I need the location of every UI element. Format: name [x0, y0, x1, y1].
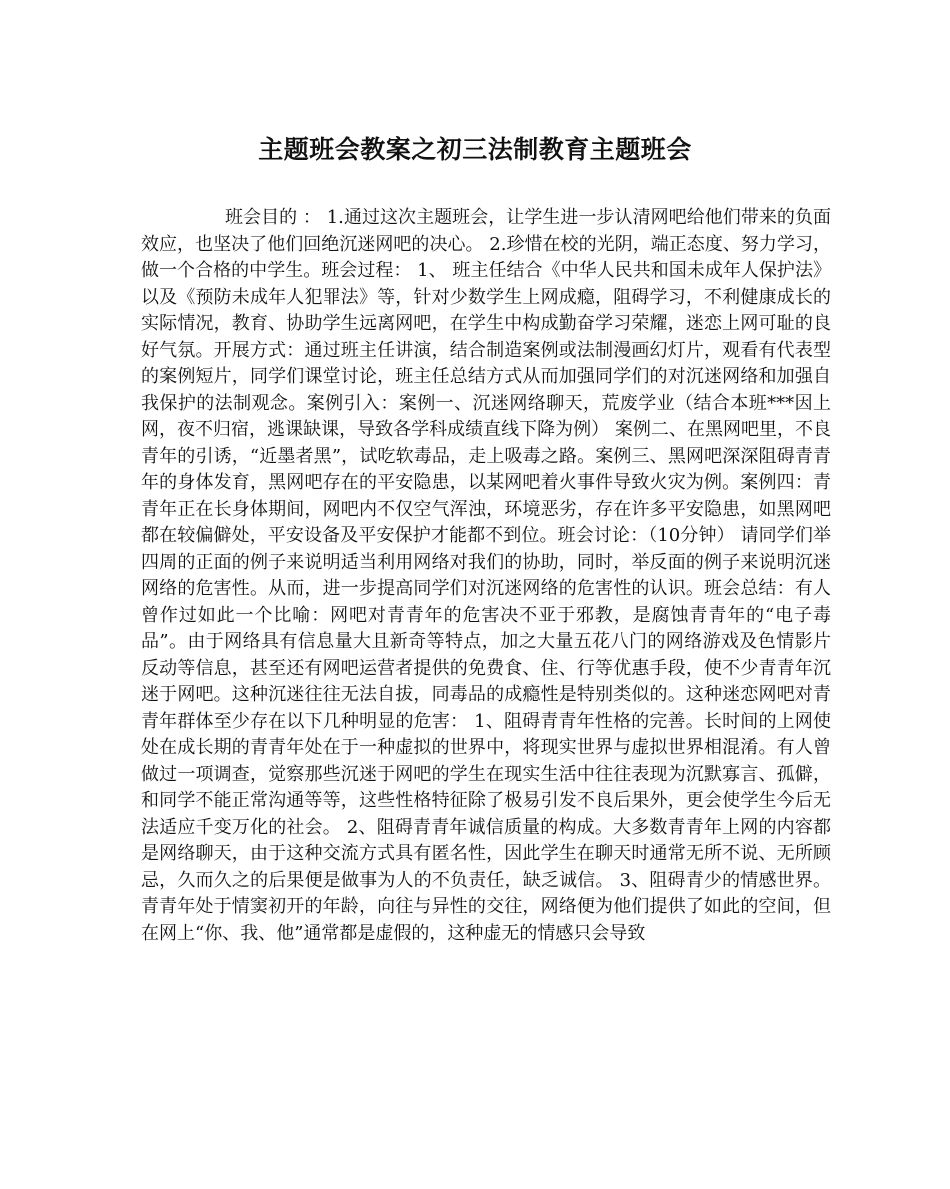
document-title: 主题班会教案之初三法制教育主题班会 — [258, 135, 692, 164]
document-body-text: 班会目的 ： 1.通过这次主题班会，让学生进一步认清网吧给他们带来的负面效应，也坚决了他们回绝沉迷网吧的决心。 2.珍惜在校的光阴，端正态度、努力学习，做一个合格的中学生。班会过程： 1、 班主任结合《中华人民共和国未成年人保护法》以及《预防未成年人犯罪法》等，针对少数学生上网成瘾，阻碍学习，不利健康成长的实际情况，教育、协助学生远离网吧，在学生中构成勤奋学习荣耀，迷恋上网可耻的良好气氛。开展方式：通过班主任讲演，结合制造案例或法制漫画幻灯片，观看有代表型的案例短片，同学们课堂讨论，班主任总结方式从而加强同学们的对沉迷网络和加强自我保护的法制观念。案例引入：案例一、沉迷网络聊天，荒废学业（结合本班***因上网，夜不归宿，逃课缺课，导致各学科成绩直线下降为例） 案例二、在黑网吧里，不良青年的引诱，“近墨者黑”，试吃软毒品，走上吸毒之路。案例三、黑网吧深深阻碍青青年的身体发育，黑网吧存在的平安隐患，以某网吧着火事件导致火灾为例。案例四：青青年正在长身体期间，网吧内不仅空气浑浊，环境恶劣，存在许多平安隐患，如黑网吧都在较偏僻处，平安设备及平安保护才能都不到位。班会讨论：（10分钟） 请同学们举四周的正面的例子来说明适当利用网络对我们的协助，同时，举反面的例子来说明沉迷网络的危害性。从而，进一步提高同学们对沉迷网络的危害性的认识。班会总结：有人曾作过如此一个比喻：网吧对青青年的危害决不亚于邪教，是腐蚀青青年的“电子毒品”。由于网络具有信息量大且新奇等特点，加之大量五花八门的网络游戏及色情影片反动等信息，甚至还有网吧运营者提供的免费食、住、行等优惠手段，使不少青青年沉迷于网吧。这种沉迷往往无法自拔，同毒品的成瘾性是特别类似的。这种迷恋网吧对青青年群体至少存在以下几种明显的危害： 1、阻碍青青年性格的完善。长时间的上网使处在成长期的青青年处在于一种虚拟的世界中，将现实世界与虚拟世界相混淆。有人曾做过一项调查，觉察那些沉迷于网吧的学生在现实生活中往往表现为沉默寡言、孤僻，和同学不能正常沟通等等，这些性格特征除了极易引发不良后果外，更会使学生今后无法适应千变万化的社会。 2、阻碍青青年诚信质量的构成。大多数青青年上网的内容都是网络聊天，由于这种交流方式具有匿名性，因此学生在聊天时通常无所不说、无所顾忌，久而久之的后果便是做事为人的不负责任，缺乏诚信。 3、阻碍青少的情感世界。青青年处于情窦初开的年龄，向往与异性的交往，网络便为他们提供了如此的空间，但在网上“你、我、他”通常都是虚假的，这种虚无的情感只会导致 — [141, 207, 831, 944]
